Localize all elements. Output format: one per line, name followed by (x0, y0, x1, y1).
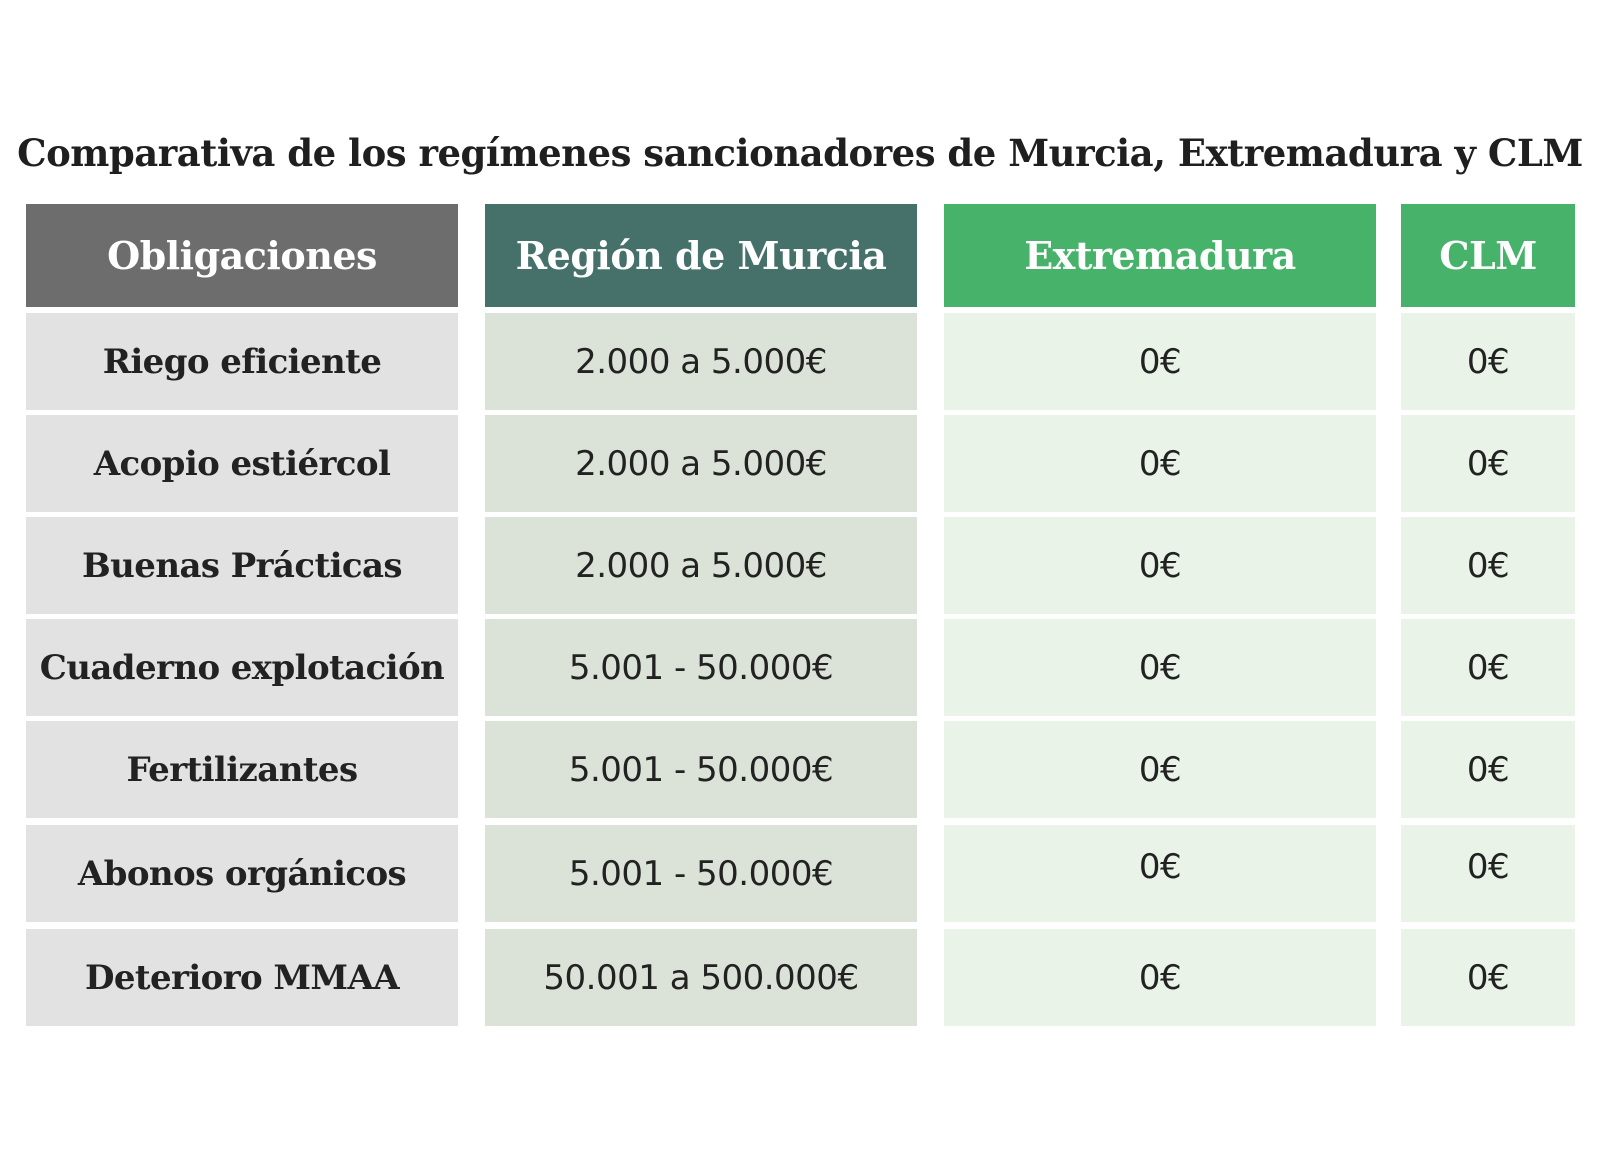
cell-obligaciones-row-2: Acopio estiércol (26, 415, 458, 512)
cell-extremadura-row-1: 0€ (944, 313, 1376, 410)
cell-murcia-row-3: 2.000 a 5.000€ (485, 517, 917, 614)
cell-clm-row-3: 0€ (1401, 517, 1575, 614)
cell-obligaciones-row-5: Fertilizantes (26, 721, 458, 818)
cell-murcia-row-6: 5.001 - 50.000€ (485, 825, 917, 922)
header-murcia: Región de Murcia (485, 204, 917, 307)
cell-obligaciones-row-4: Cuaderno explotación (26, 619, 458, 716)
cell-extremadura-row-4: 0€ (944, 619, 1376, 716)
header-obligaciones: Obligaciones (26, 204, 458, 307)
cell-clm-row-4: 0€ (1401, 619, 1575, 716)
cell-obligaciones-row-1: Riego eficiente (26, 313, 458, 410)
cell-murcia-row-5: 5.001 - 50.000€ (485, 721, 917, 818)
cell-clm-row-5: 0€ (1401, 721, 1575, 818)
cell-murcia-row-7: 50.001 a 500.000€ (485, 929, 917, 1026)
cell-extremadura-row-7: 0€ (944, 929, 1376, 1026)
cell-clm-row-2: 0€ (1401, 415, 1575, 512)
cell-obligaciones-row-7: Deterioro MMAA (26, 929, 458, 1026)
header-extremadura: Extremadura (944, 204, 1376, 307)
cell-clm-row-6: 0€ (1401, 825, 1575, 922)
cell-clm-row-7: 0€ (1401, 929, 1575, 1026)
cell-murcia-row-4: 5.001 - 50.000€ (485, 619, 917, 716)
header-clm: CLM (1401, 204, 1575, 307)
cell-murcia-row-2: 2.000 a 5.000€ (485, 415, 917, 512)
cell-obligaciones-row-6: Abonos orgánicos (26, 825, 458, 922)
cell-extremadura-row-5: 0€ (944, 721, 1376, 818)
cell-obligaciones-row-3: Buenas Prácticas (26, 517, 458, 614)
cell-clm-row-1: 0€ (1401, 313, 1575, 410)
cell-murcia-row-1: 2.000 a 5.000€ (485, 313, 917, 410)
cell-extremadura-row-6: 0€ (944, 825, 1376, 922)
table-title: Comparativa de los regímenes sancionadores de Murcia, Extremadura y CLM (17, 131, 1583, 175)
cell-extremadura-row-2: 0€ (944, 415, 1376, 512)
cell-extremadura-row-3: 0€ (944, 517, 1376, 614)
